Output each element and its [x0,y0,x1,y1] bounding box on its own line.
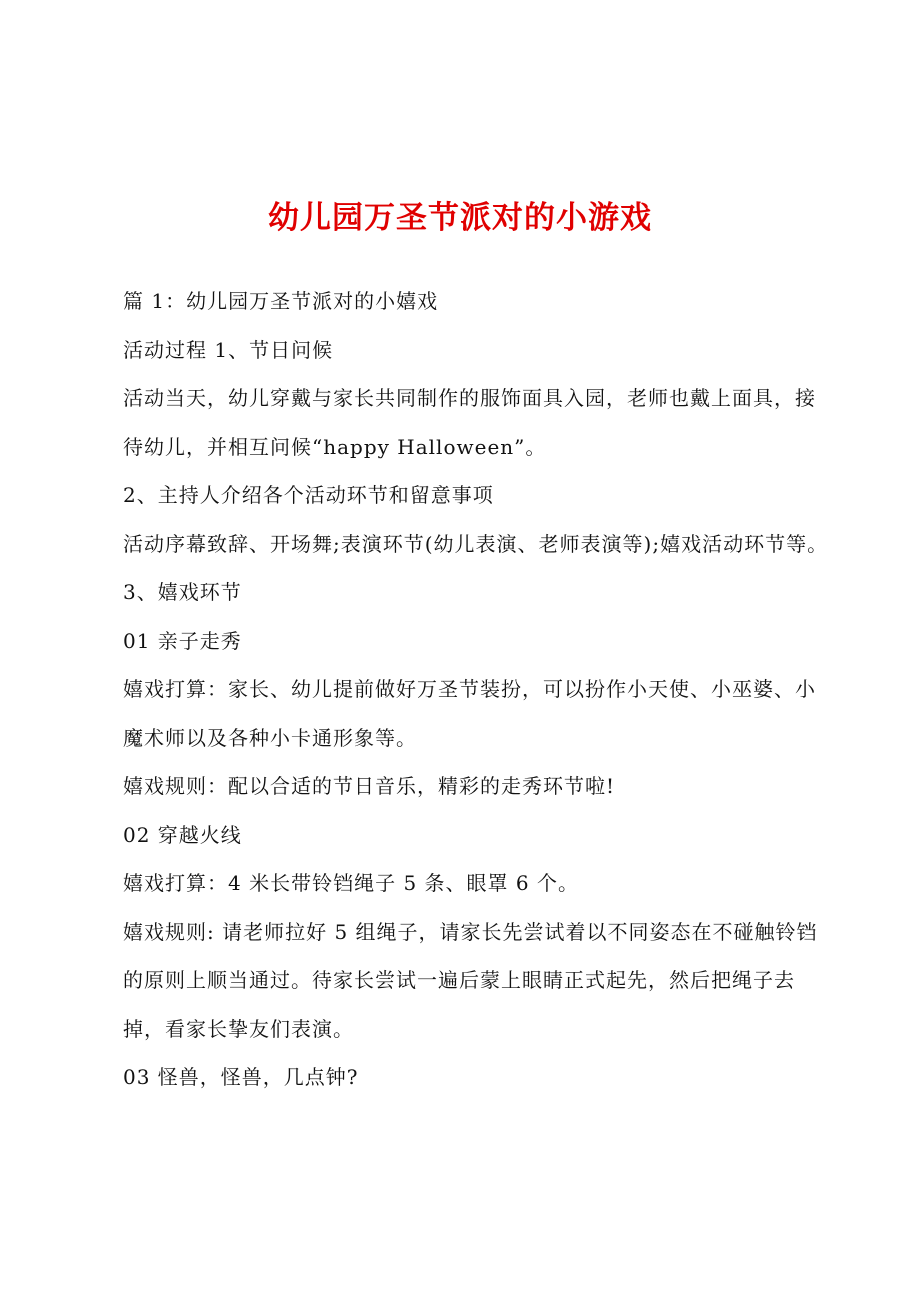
paragraph-7: 01 亲子走秀 [123,628,242,653]
paragraph-3: 活动当天，幼儿穿戴与家长共同制作的服饰面具入园，老师也戴上面具，接待幼儿，并相互问候“happy Halloween”。 [123,386,816,459]
document-body [123,277,833,1102]
paragraph-10: 02 穿越火线 [123,822,242,847]
paragraph-8: 嬉戏打算：家长、幼儿提前做好万圣节装扮，可以扮作小天使、小巫婆、小魔术师以及各种小卡通形象等。 [123,677,816,750]
paragraph-2: 活动过程 1、节日问候 [123,337,334,362]
paragraph-9: 嬉戏规则：配以合适的节日音乐，精彩的走秀环节啦! [123,774,616,798]
paragraph-12: 嬉戏规则: 请老师拉好 5 组绳子，请家长先尝试着以不同姿态在不碰触铃铛的原则上顺当通过。待家长尝试一遍后蒙上眼睛正式起先，然后把绳子去掉，看家长挚友们表演。 [123,919,818,1041]
paragraph-1: 篇 1：幼儿园万圣节派对的小嬉戏 [123,289,439,313]
paragraph-4: 2、主持人介绍各个活动环节和留意事项 [123,483,494,507]
paragraph-6: 3、嬉戏环节 [123,580,242,604]
paragraph-5: 活动序幕致辞、开场舞;表演环节(幼儿表演、老师表演等);嬉戏活动环节等。 [123,531,829,556]
paragraph-13: 03 怪兽，怪兽，几点钟? [123,1065,359,1089]
paragraph-11: 嬉戏打算：4 米长带铃铛绳子 5 条、眼罩 6 个。 [123,871,579,895]
document-title: 幼儿园万圣节派对的小游戏 [268,200,652,236]
